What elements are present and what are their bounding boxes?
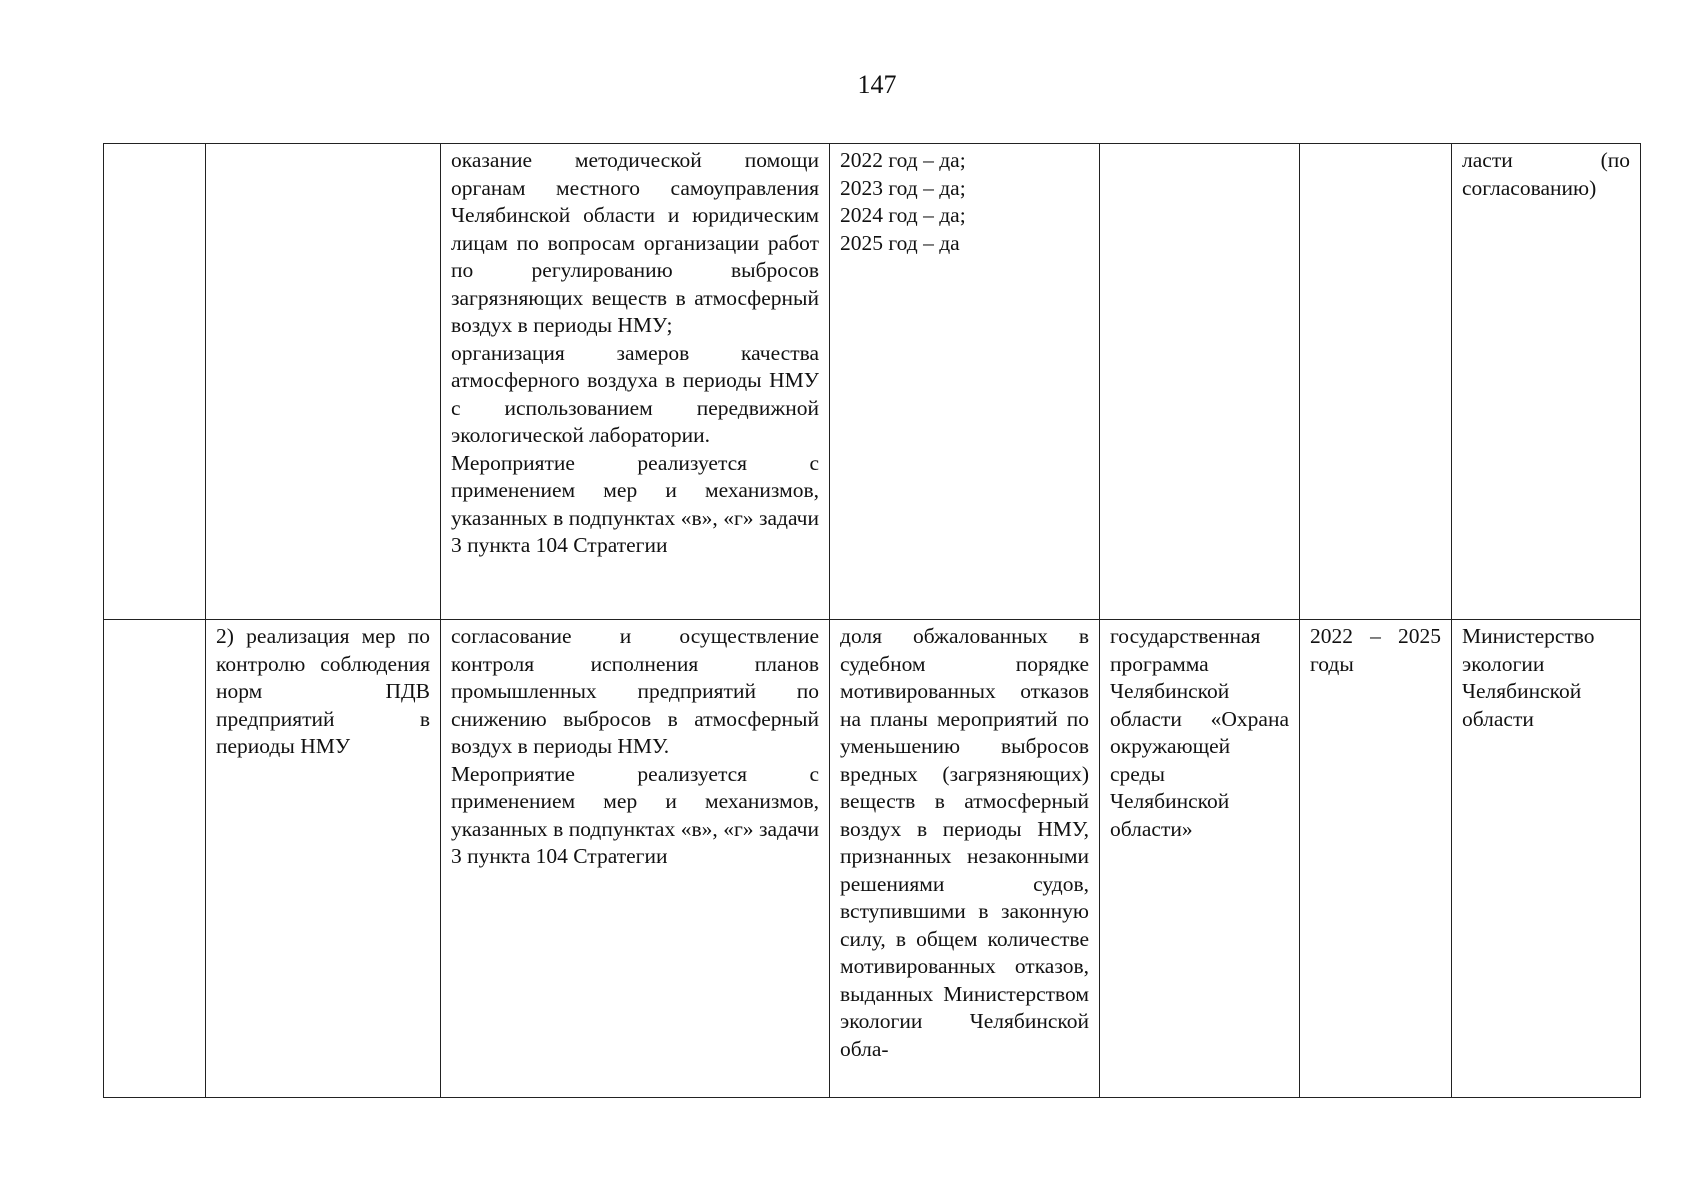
cell-responsible: Министерство экологии Челябинской области	[1452, 620, 1641, 1098]
cell-indicator: 2022 год – да; 2023 год – да; 2024 год – да; 2025 год – да	[830, 144, 1100, 620]
cell-program	[1100, 144, 1300, 620]
page-number: 147	[857, 70, 897, 99]
cell-number	[104, 620, 206, 1098]
plan-table	[103, 143, 1641, 1098]
cell-responsible: ласти (по согласованию)	[1452, 144, 1641, 620]
cell-number	[104, 144, 206, 620]
cell-measure: 2) реализация мер по контролю соблюдения норм ПДВ предприятий в периоды НМУ	[206, 620, 441, 1098]
cell-actions: оказание методической помощи органам местного самоуправления Челябинской области и юридическим лицам по вопросам организации работ по регулированию выбросов загрязняющих веществ в атмосферный воздух в периоды НМУ; организация замеров качества атмосферного воздуха в периоды НМУ с использованием передвижной экологической лаборатории. Мероприятие реализуется с применением мер и механизмов, указанных в подпунктах «в», «г» задачи 3 пункта 104 Стратегии	[441, 144, 830, 620]
cell-program: государственная программа Челябинской области «Охрана окружающей среды Челябинской области»	[1100, 620, 1300, 1098]
cell-measure	[206, 144, 441, 620]
table-row	[104, 620, 1641, 1098]
cell-period	[1300, 144, 1452, 620]
table-row	[104, 144, 1641, 620]
cell-indicator: доля обжалованных в судебном порядке мотивированных отказов на планы мероприятий по уменьшению выбросов вредных (загрязняющих) веществ в атмосферный воздух в периоды НМУ, признанных незаконными решениями судов, вступившими в законную силу, в общем количестве мотивированных отказов, выданных Министерством экологии Челябинской обла-	[830, 620, 1100, 1098]
cell-actions: согласование и осуществление контроля исполнения планов промышленных предприятий по снижению выбросов в атмосферный воздух в периоды НМУ. Мероприятие реализуется с применением мер и механизмов, указанных в подпунктах «в», «г» задачи 3 пункта 104 Стратегии	[441, 620, 830, 1098]
cell-period: 2022 – 2025 годы	[1300, 620, 1452, 1098]
